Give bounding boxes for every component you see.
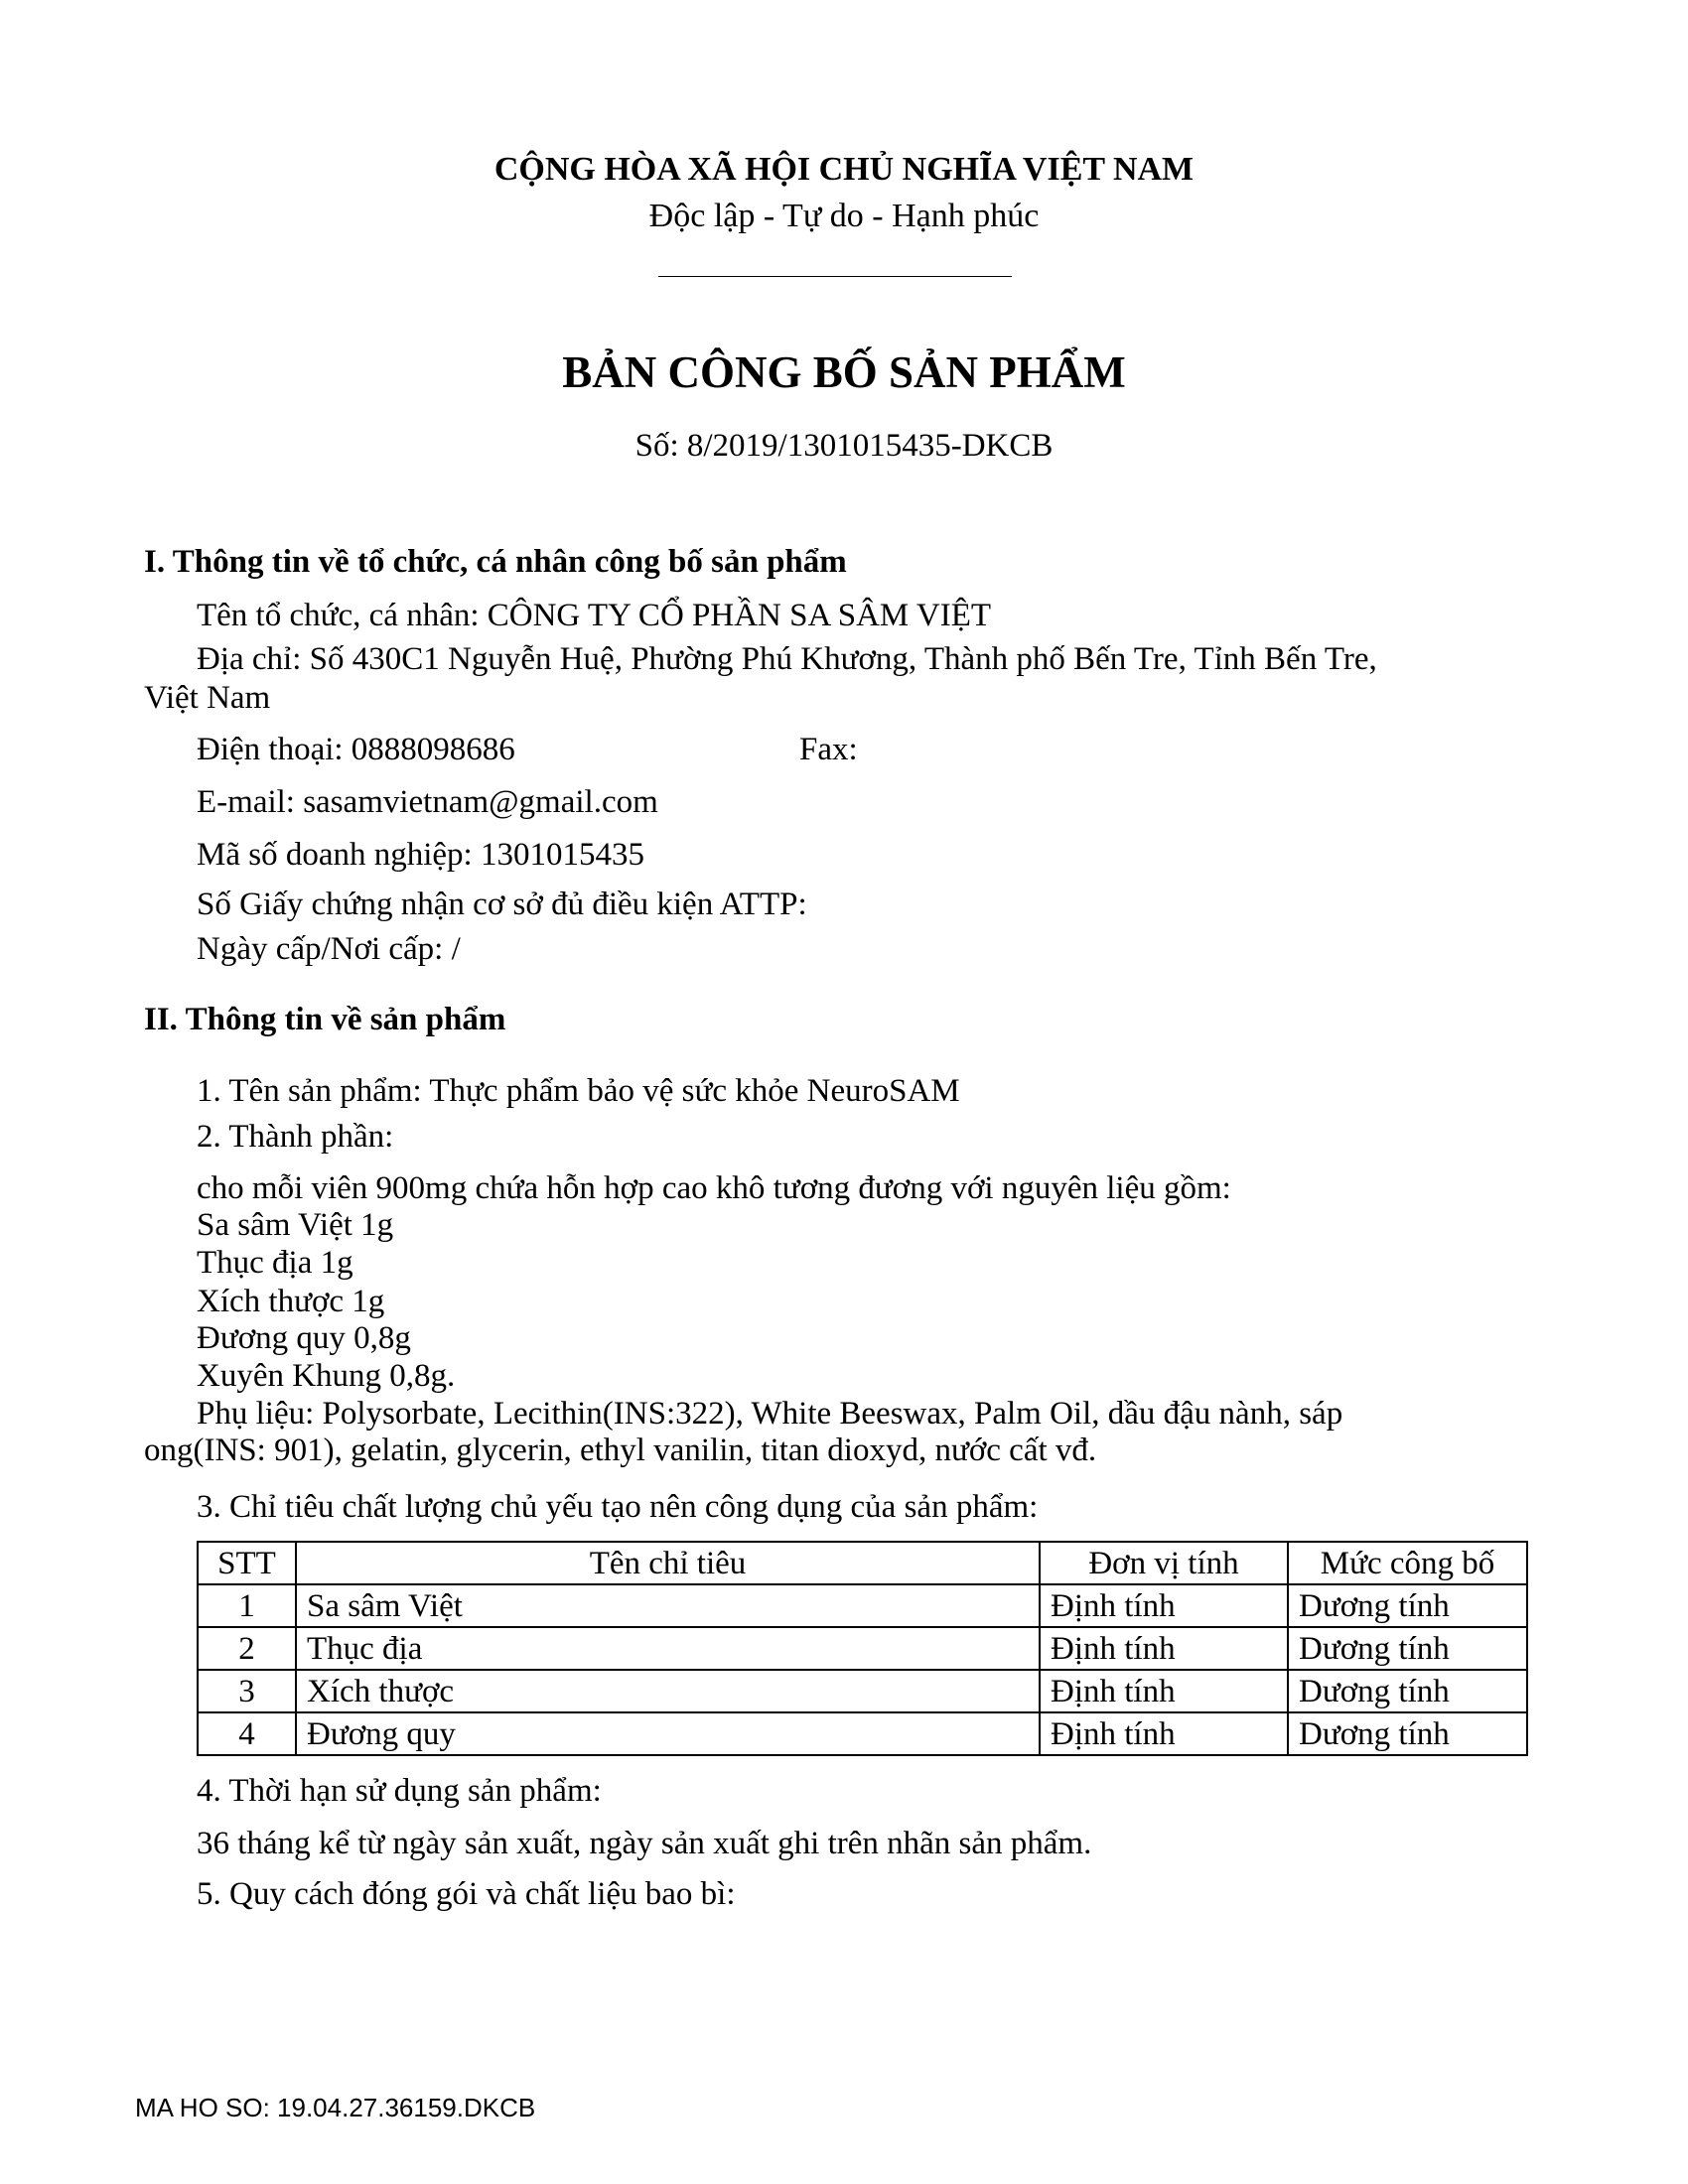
fax: Fax: bbox=[799, 732, 858, 767]
ingredient-item: Xích thược 1g bbox=[197, 1284, 385, 1319]
ingredient-item: Thục địa 1g bbox=[197, 1245, 353, 1281]
excipients-line-2: ong(INS: 901), gelatin, glycerin, ethyl vanilin, titan dioxyd, nước cất vđ. bbox=[144, 1433, 1097, 1468]
cell-level: Dương tính bbox=[1288, 1627, 1527, 1670]
table-row bbox=[198, 1670, 1527, 1712]
shelf-life-label: 4. Thời hạn sử dụng sản phẩm: bbox=[197, 1773, 602, 1809]
table-row bbox=[198, 1584, 1527, 1627]
packaging-label: 5. Quy cách đóng gói và chất liệu bao bì: bbox=[197, 1876, 736, 1912]
phone: Điện thoại: 0888098686 bbox=[197, 732, 515, 767]
cell-level: Dương tính bbox=[1288, 1584, 1527, 1627]
cell-stt: 4 bbox=[198, 1712, 296, 1755]
table-row bbox=[198, 1712, 1527, 1755]
cell-unit: Định tính bbox=[1040, 1670, 1288, 1712]
document-number: Số: 8/2019/1301015435-DKCB bbox=[634, 428, 1054, 464]
cell-stt: 1 bbox=[198, 1584, 296, 1627]
header-unit: Đơn vị tính bbox=[1040, 1542, 1288, 1584]
dossier-code: MA HO SO: 19.04.27.36159.DKCB bbox=[135, 2093, 536, 2122]
table-header-row bbox=[198, 1542, 1527, 1584]
cell-level: Dương tính bbox=[1288, 1670, 1527, 1712]
ingredient-item: Đương quy 0,8g bbox=[197, 1320, 411, 1356]
section-2-heading: II. Thông tin về sản phẩm bbox=[144, 1002, 506, 1037]
cell-unit: Định tính bbox=[1040, 1627, 1288, 1670]
header-declared-level: Mức công bố bbox=[1288, 1542, 1527, 1584]
cell-criterion: Xích thược bbox=[296, 1670, 1040, 1712]
header-criterion: Tên chỉ tiêu bbox=[296, 1542, 1040, 1584]
cell-unit: Định tính bbox=[1040, 1712, 1288, 1755]
food-safety-certificate: Số Giấy chứng nhận cơ sở đủ điều kiện ATTP: bbox=[197, 887, 807, 922]
address-line-1: Địa chỉ: Số 430C1 Nguyễn Huệ, Phường Phú Khương, Thành phố Bến Tre, Tỉnh Bến Tre, bbox=[197, 641, 1377, 677]
nation-heading: CỘNG HÒA XÃ HỘI CHỦ NGHĨA VIỆT NAM bbox=[493, 151, 1195, 188]
email: E-mail: sasamvietnam@gmail.com bbox=[197, 784, 658, 820]
business-code: Mã số doanh nghiệp: 1301015435 bbox=[197, 837, 644, 873]
cell-stt: 3 bbox=[198, 1670, 296, 1712]
header-divider bbox=[658, 276, 1012, 277]
national-motto: Độc lập - Tự do - Hạnh phúc bbox=[648, 198, 1040, 234]
cell-unit: Định tính bbox=[1040, 1584, 1288, 1627]
cell-level: Dương tính bbox=[1288, 1712, 1527, 1755]
shelf-life: 36 tháng kể từ ngày sản xuất, ngày sản xuất ghi trên nhãn sản phẩm. bbox=[197, 1826, 1092, 1861]
excipients-line-1: Phụ liệu: Polysorbate, Lecithin(INS:322), White Beeswax, Palm Oil, dầu đậu nành, sáp bbox=[197, 1396, 1343, 1432]
cell-criterion: Đương quy bbox=[296, 1712, 1040, 1755]
product-name: 1. Tên sản phẩm: Thực phẩm bảo vệ sức khỏe NeuroSAM bbox=[197, 1073, 960, 1109]
ingredient-item: Sa sâm Việt 1g bbox=[197, 1207, 394, 1243]
composition-intro: cho mỗi viên 900mg chứa hỗn hợp cao khô tương đương với nguyên liệu gồm: bbox=[197, 1170, 1231, 1206]
quality-table bbox=[197, 1541, 1528, 1756]
org-name: Tên tổ chức, cá nhân: CÔNG TY CỔ PHẦN SA SÂM VIỆT bbox=[197, 598, 992, 633]
document-title: BẢN CÔNG BỐ SẢN PHẨM bbox=[562, 347, 1126, 397]
issue-info: Ngày cấp/Nơi cấp: / bbox=[197, 931, 461, 967]
address-line-2: Việt Nam bbox=[144, 680, 271, 716]
header-stt: STT bbox=[198, 1542, 296, 1584]
cell-criterion: Thục địa bbox=[296, 1627, 1040, 1670]
table-row bbox=[198, 1627, 1527, 1670]
composition-label: 2. Thành phần: bbox=[197, 1119, 394, 1155]
cell-stt: 2 bbox=[198, 1627, 296, 1670]
ingredient-item: Xuyên Khung 0,8g. bbox=[197, 1358, 456, 1394]
quality-label: 3. Chỉ tiêu chất lượng chủ yếu tạo nên công dụng của sản phẩm: bbox=[197, 1489, 1039, 1525]
section-1-heading: I. Thông tin về tổ chức, cá nhân công bố sản phẩm bbox=[144, 544, 847, 580]
cell-criterion: Sa sâm Việt bbox=[296, 1584, 1040, 1627]
